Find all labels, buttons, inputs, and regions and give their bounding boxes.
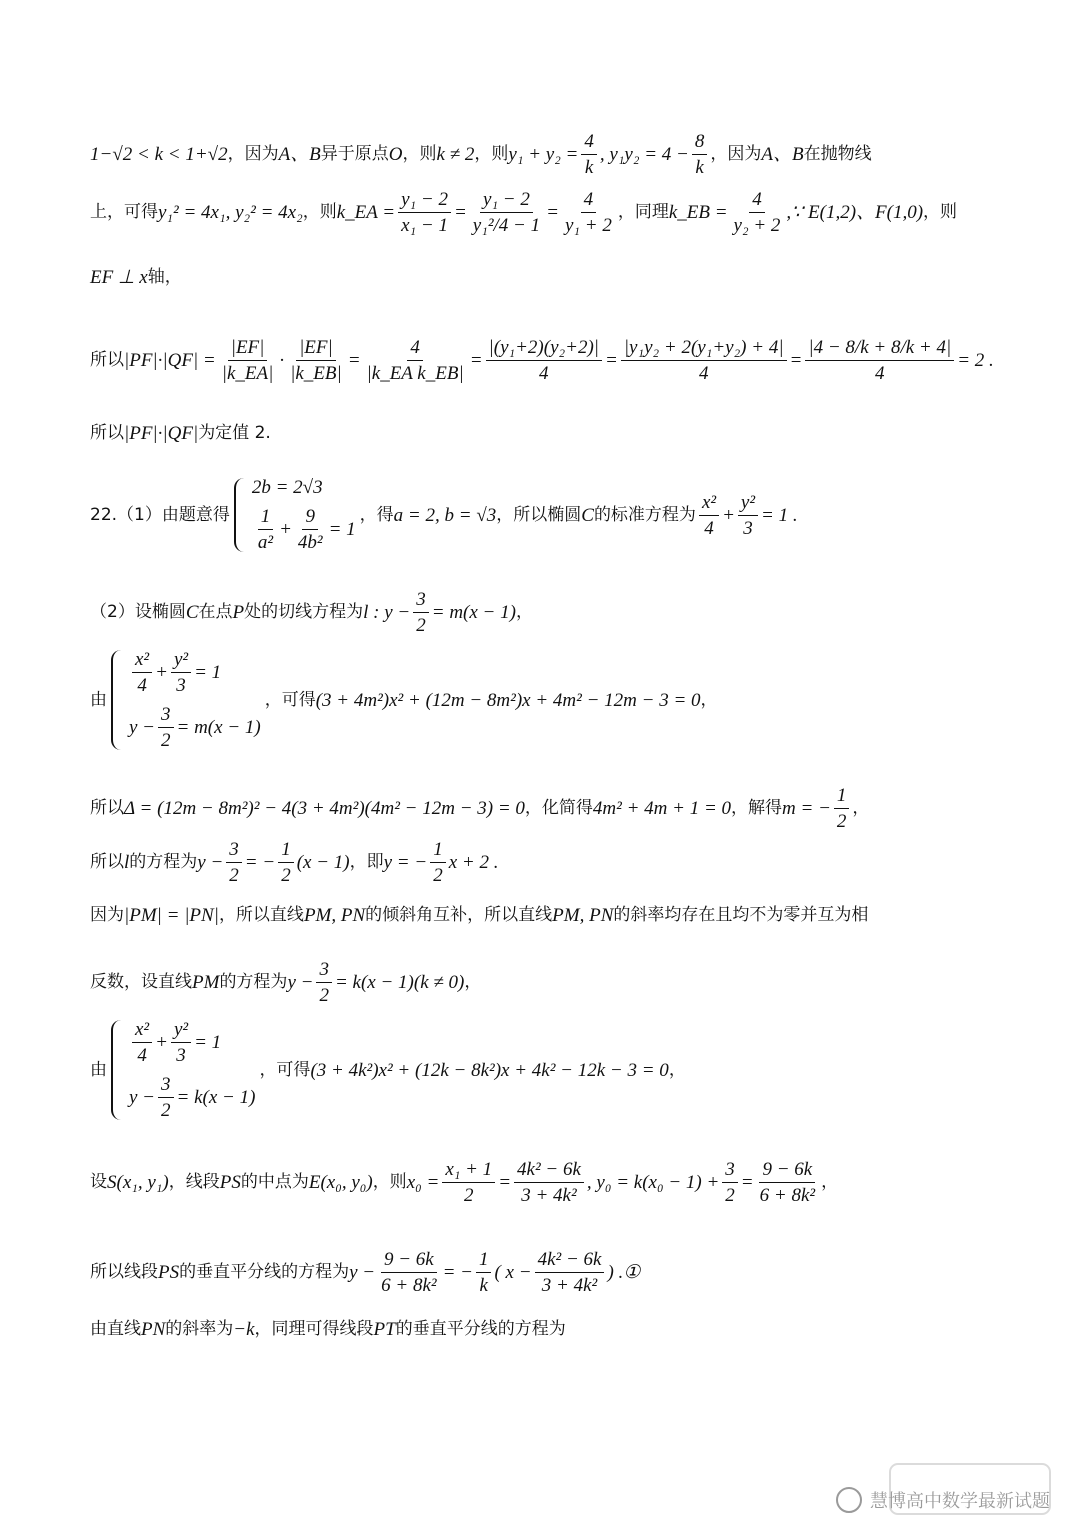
eq: = − bbox=[244, 852, 276, 873]
eq-row: 2b = 2√3 bbox=[251, 477, 323, 498]
text: ， bbox=[700, 689, 718, 710]
watermark bbox=[836, 1487, 1050, 1513]
rhs: = k(x − 1)(k ≠ 0) bbox=[334, 972, 465, 993]
num: y² bbox=[738, 493, 758, 516]
text: ，得 bbox=[359, 504, 394, 525]
text: ，则 bbox=[372, 1172, 407, 1192]
eq-row: y − $\frac{3}{2}$ = m(x − 1) bbox=[129, 704, 261, 751]
den: 4 bbox=[539, 363, 549, 384]
eq-row: $\frac{\text{x²}}{4}$ + $\frac{\text{y²}}{3}$ = 1 bbox=[129, 650, 261, 695]
text: 异于原点 bbox=[320, 144, 389, 164]
rhs: = 1 . bbox=[761, 504, 798, 526]
text: ，可得 bbox=[264, 689, 316, 710]
point-s: S(x₁, y₁) bbox=[107, 1172, 169, 1193]
text: ，则 bbox=[923, 202, 958, 222]
num: 3 bbox=[722, 1160, 738, 1183]
midpoint: E(x₀, y₀) bbox=[308, 1172, 373, 1193]
den: 2 bbox=[416, 615, 426, 636]
den: 2 bbox=[836, 811, 847, 832]
text: 所以 bbox=[90, 798, 124, 818]
den: 2 bbox=[319, 985, 329, 1006]
lhs: y − bbox=[197, 852, 224, 873]
num: x₁ + 1 bbox=[442, 1160, 495, 1183]
line-12 bbox=[90, 960, 1010, 1005]
num: |EF| bbox=[296, 338, 336, 361]
fraction bbox=[581, 132, 597, 177]
fraction bbox=[621, 338, 787, 383]
num: 4 bbox=[581, 190, 597, 213]
text: ，化简得 bbox=[524, 798, 593, 818]
num: x² bbox=[132, 650, 152, 673]
line-13 bbox=[90, 1020, 1010, 1120]
text: 由 bbox=[90, 1059, 107, 1080]
fraction bbox=[219, 338, 277, 383]
text: 所以 bbox=[90, 852, 124, 872]
line-1 bbox=[90, 132, 1010, 177]
text: ， bbox=[668, 1059, 686, 1080]
den: a² bbox=[257, 532, 274, 553]
equation-system bbox=[234, 478, 356, 552]
text: 所以 bbox=[90, 423, 124, 443]
simplified: 4m² + 4m + 1 = 0 bbox=[592, 798, 732, 819]
x0: x₀ = bbox=[406, 1172, 440, 1193]
den: 3 bbox=[743, 517, 753, 539]
text: 由直线 bbox=[90, 1319, 141, 1339]
text: 在点 bbox=[198, 602, 233, 622]
tangent-rhs: = m(x − 1) bbox=[431, 602, 516, 623]
den: 4b² bbox=[297, 532, 323, 553]
text: ， bbox=[821, 1172, 839, 1192]
lines-pm-pn: PM, PN bbox=[303, 905, 366, 926]
text: 设 bbox=[90, 1172, 107, 1192]
den: |k_EB| bbox=[290, 363, 342, 384]
segment-ps: PS bbox=[219, 1172, 241, 1193]
line-7 bbox=[90, 590, 1010, 635]
sum-expr: y₁ + y₂ = bbox=[508, 144, 579, 165]
den: k bbox=[695, 157, 704, 178]
num: y² bbox=[171, 650, 191, 673]
brace bbox=[111, 650, 123, 750]
num: |4 − 8/k + 8/k + 4| bbox=[805, 338, 954, 361]
tangent-lhs: l : y − bbox=[363, 602, 411, 623]
text: ，线段 bbox=[168, 1172, 220, 1192]
text: ，因为 bbox=[710, 144, 762, 164]
paren-close: ) .① bbox=[607, 1262, 641, 1283]
num: x² bbox=[132, 1020, 152, 1043]
text: ， bbox=[852, 798, 870, 818]
solution: m = − bbox=[782, 798, 831, 819]
product-expr: , y₁y₂ = 4 − bbox=[599, 144, 689, 165]
text: 处的切线方程为 bbox=[244, 602, 364, 622]
points-ef: ,∵ E(1,2)、F(1,0) bbox=[786, 202, 924, 223]
rhs: = 1 bbox=[194, 1032, 222, 1053]
line-l: l bbox=[124, 852, 130, 873]
num: 9 bbox=[302, 507, 318, 530]
den: y₁ + 2 bbox=[564, 215, 612, 236]
num: 4 bbox=[581, 132, 597, 155]
fraction bbox=[731, 190, 784, 235]
den: 6 + 8k² bbox=[759, 1185, 816, 1206]
lines-pm-pn: PM, PN bbox=[552, 905, 614, 926]
den: 2 bbox=[433, 865, 443, 886]
num: 9 − 6k bbox=[381, 1250, 437, 1273]
num: y₁ − 2 bbox=[398, 190, 451, 213]
paren: ( x − bbox=[494, 1262, 532, 1283]
condition: k ≠ 2 bbox=[436, 144, 475, 165]
text: 的标准方程为 bbox=[593, 504, 696, 525]
text: 的方程为 bbox=[129, 852, 198, 872]
fraction bbox=[562, 190, 615, 235]
line-11 bbox=[90, 906, 1010, 925]
den: |k_EA k_EB| bbox=[366, 363, 464, 384]
text: ，则 bbox=[302, 202, 337, 222]
text: ，则 bbox=[474, 144, 509, 164]
inequality: 1−√2 < k < 1+√2 bbox=[90, 144, 228, 165]
watermark-text: 慧博高中数学最新试题 bbox=[870, 1491, 1050, 1512]
fraction bbox=[470, 190, 543, 235]
line-3 bbox=[90, 268, 1010, 287]
text: ， bbox=[515, 602, 533, 622]
fraction bbox=[805, 338, 954, 383]
fraction bbox=[398, 190, 451, 235]
num: 3 bbox=[413, 590, 429, 613]
den: 2 bbox=[161, 730, 171, 751]
lhs: y − bbox=[287, 972, 314, 993]
wechat-icon bbox=[836, 1487, 862, 1513]
num: |(y₁+2)(y₂+2)| bbox=[486, 338, 602, 361]
product-abs: |PF|·|QF| = bbox=[124, 350, 216, 371]
den: 2 bbox=[229, 865, 239, 886]
segment-pt: PT bbox=[373, 1319, 396, 1340]
line-4: 所以 |PF|·|QF| = $\frac{|EF|}{|k\_EA|}$ · $\frac{|EF|}{|k\_EB|}$ = $\frac{4}{\text{|k\_EA k\_EB|}}$ = $\frac{\text{|(y₁+2)(y₂+2)|}}{4}$ = $\frac{\text{|y₁y₂ + 2(y₁+y₂) + 4|}}{4}$ = $\frac{|4 - 8/k + 8/k + 4|}{4}$ = 2 . bbox=[90, 337, 994, 384]
num: 3 bbox=[226, 840, 242, 863]
num: 4 bbox=[407, 338, 423, 361]
den: 4 bbox=[704, 517, 714, 539]
num: |y₁y₂ + 2(y₁+y₂) + 4| bbox=[621, 338, 787, 361]
text: ，即 bbox=[349, 852, 384, 872]
segment-ps: PS bbox=[158, 1262, 180, 1283]
den: 3 bbox=[176, 1045, 186, 1066]
num: 3 bbox=[158, 705, 174, 728]
ellipse-name: C bbox=[581, 504, 594, 526]
text: 为定值 2. bbox=[198, 423, 271, 443]
equation-system bbox=[111, 650, 261, 750]
line-2: 上，可得 y₁² = 4x₁, y₂² = 4x₂ ，则 k_EA = $\frac{\text{y₁ − 2}}{\text{x₁ − 1}}$ = $\frac{\text{y₁ − 2}}{\text{y₁²/4 − 1}}$ = $\frac{4}{\text{y₁ + 2}}$ ，同理 k_EB = $\frac{4}{\text{y₂ + 2}}$ ,∵ E(1,2)、F(1,0) ，则 bbox=[90, 189, 958, 236]
text: 由 bbox=[90, 689, 107, 710]
fraction bbox=[364, 338, 467, 383]
lhs: y − bbox=[349, 1262, 376, 1283]
rhs: = 1 bbox=[194, 662, 222, 683]
eq-row: $\frac{1}{\text{a²}}$ + $\frac{9}{\text{4b²}}$ = 1 bbox=[252, 507, 356, 552]
fraction bbox=[692, 132, 708, 177]
text: 因为 bbox=[90, 905, 124, 925]
equal-abs: |PM| = |PN| bbox=[124, 905, 219, 926]
product-abs: |PF|·|QF| bbox=[124, 423, 199, 444]
equation-system bbox=[111, 1020, 255, 1120]
points: A、B bbox=[278, 144, 321, 165]
text: 所以线段 bbox=[90, 1262, 158, 1282]
result: = 2 . bbox=[957, 350, 994, 371]
text: ，所以椭圆 bbox=[496, 504, 582, 525]
text: 的斜率为 bbox=[165, 1319, 234, 1339]
slope-ea: k_EA = bbox=[336, 202, 396, 223]
quadratic: (3 + 4k²)x² + (12k − 8k²)x + 4k² − 12k − 3 = 0 bbox=[310, 1059, 669, 1081]
num: y² bbox=[171, 1020, 191, 1043]
text: ，则 bbox=[402, 144, 437, 164]
den: 2 bbox=[281, 865, 291, 886]
num: 4k² − 6k bbox=[514, 1160, 584, 1183]
line-8 bbox=[90, 650, 1010, 750]
den: 4 bbox=[875, 363, 885, 384]
quadratic: (3 + 4m²)x² + (12m − 8m²)x + 4m² − 12m − 3 = 0 bbox=[315, 689, 701, 711]
point-p: P bbox=[232, 602, 245, 623]
text: 上，可得 bbox=[90, 202, 158, 222]
solution: a = 2, b = √3 bbox=[393, 504, 497, 526]
den: |k_EA| bbox=[221, 363, 274, 384]
text: （2）设椭圆 bbox=[90, 602, 186, 622]
line-16 bbox=[90, 1320, 1010, 1339]
line-10 bbox=[90, 840, 1010, 885]
den: 4 bbox=[137, 675, 147, 696]
den: y₁²/4 − 1 bbox=[472, 215, 541, 236]
num: 8 bbox=[692, 132, 708, 155]
den: 4 bbox=[698, 363, 709, 384]
line-9 bbox=[90, 786, 1010, 831]
num: 1 bbox=[258, 507, 274, 530]
den: 6 + 8k² bbox=[381, 1275, 437, 1296]
den: k bbox=[584, 157, 594, 178]
line-pm: PM bbox=[192, 972, 220, 993]
num: 1 bbox=[278, 840, 294, 863]
rhs: x + 2 . bbox=[448, 852, 499, 873]
text: ， bbox=[464, 972, 482, 992]
num: x² bbox=[699, 493, 719, 516]
den: 3 + 4k² bbox=[541, 1275, 598, 1296]
rhs: = 1 bbox=[328, 519, 356, 540]
text: 的倾斜角互补，所以直线 bbox=[365, 905, 553, 925]
rhs: = k(x − 1) bbox=[176, 1087, 256, 1108]
num: 4 bbox=[749, 190, 765, 213]
den: 2 bbox=[464, 1185, 474, 1206]
fraction bbox=[486, 338, 602, 383]
slope: −k bbox=[233, 1319, 255, 1340]
text: 的垂直平分线的方程为 bbox=[179, 1262, 350, 1282]
den: x₁ − 1 bbox=[401, 215, 448, 236]
text: 的方程为 bbox=[219, 972, 288, 992]
num: y₁ − 2 bbox=[480, 190, 533, 213]
parabola-eq: y₁² = 4x₁, y₂² = 4x₂ bbox=[158, 202, 303, 223]
den: 3 + 4k² bbox=[521, 1185, 577, 1206]
text: 反数，设直线 bbox=[90, 972, 192, 992]
den: 2 bbox=[161, 1100, 171, 1121]
num: 3 bbox=[316, 960, 332, 983]
text: ，同理可得线段 bbox=[254, 1319, 374, 1339]
origin: O bbox=[388, 144, 403, 165]
lhs: y = − bbox=[383, 852, 428, 873]
question-label: 22.（1）由题意得 bbox=[90, 504, 230, 525]
perpendicular: EF ⊥ x bbox=[90, 267, 148, 288]
eq-row: y − $\frac{3}{2}$ = k(x − 1) bbox=[129, 1074, 256, 1121]
num: 9 − 6k bbox=[759, 1160, 815, 1183]
text: ，同理 bbox=[617, 202, 669, 222]
text: ，可得 bbox=[259, 1059, 311, 1080]
slope-eb: k_EB = bbox=[668, 202, 728, 223]
den: y₂ + 2 bbox=[733, 215, 781, 236]
factor: (x − 1) bbox=[296, 852, 350, 873]
den: 4 bbox=[137, 1045, 147, 1066]
line-5 bbox=[90, 424, 1010, 443]
text: ，解得 bbox=[731, 798, 783, 818]
text: 所以 bbox=[90, 350, 124, 370]
den: 3 bbox=[176, 675, 186, 696]
text: 的斜率均存在且均不为零并互为相 bbox=[613, 905, 869, 925]
num: 1 bbox=[476, 1250, 492, 1273]
text: ，因为 bbox=[227, 144, 279, 164]
discriminant: Δ = (12m − 8m²)² − 4(3 + 4m²)(4m² − 12m − 3) = 0 bbox=[124, 798, 525, 819]
brace bbox=[234, 478, 246, 552]
y0: , y₀ = k(x₀ − 1) + bbox=[586, 1172, 720, 1193]
line-pn: PN bbox=[141, 1319, 166, 1340]
eq: = − bbox=[442, 1262, 473, 1283]
eq-row: $\frac{\text{x²}}{4}$ + $\frac{\text{y²}}{3}$ = 1 bbox=[129, 1020, 255, 1065]
fraction bbox=[287, 338, 345, 383]
line-6: 22.（1）由题意得 2b = 2√3 $\frac{1}{\text{a²}}$ + $\frac{9}{\text{4b²}}$ = 1 ，得 a = 2, b = √3 ，所以椭圆 C 的标准方程为 $\frac{\text{x²}}{4}$ + $\frac{\text{y²}}{3}$ = 1 . bbox=[90, 477, 798, 553]
rhs: = m(x − 1) bbox=[176, 717, 261, 738]
line-15 bbox=[90, 1250, 1010, 1295]
den: 2 bbox=[725, 1185, 735, 1206]
num: |EF| bbox=[228, 338, 268, 361]
num: 3 bbox=[158, 1075, 174, 1098]
text: 的垂直平分线的方程为 bbox=[395, 1319, 566, 1339]
text: 的中点为 bbox=[240, 1172, 309, 1192]
text: 轴， bbox=[147, 267, 182, 287]
points: A、B bbox=[761, 144, 804, 165]
brace bbox=[111, 1020, 123, 1120]
ellipse-name: C bbox=[185, 602, 199, 623]
num: 1 bbox=[430, 840, 446, 863]
text: 在抛物线 bbox=[803, 144, 872, 164]
num: 1 bbox=[834, 786, 850, 809]
text: ，所以直线 bbox=[218, 905, 304, 925]
den: k bbox=[479, 1275, 488, 1296]
num: 4k² − 6k bbox=[535, 1250, 605, 1273]
line-14: 设 S(x₁, y₁) ，线段 PS 的中点为 E(x₀, y₀) ，则 x₀ = $\frac{\text{x₁ + 1}}{2}$ = $\frac{\text{4k² − 6k}}{\text{3 + 4k²}}$ , y₀ = k(x₀ − 1) + $\frac{3}{2}$ = $\frac{9 - 6k}{\text{6 + 8k²}}$ ， bbox=[90, 1159, 839, 1206]
